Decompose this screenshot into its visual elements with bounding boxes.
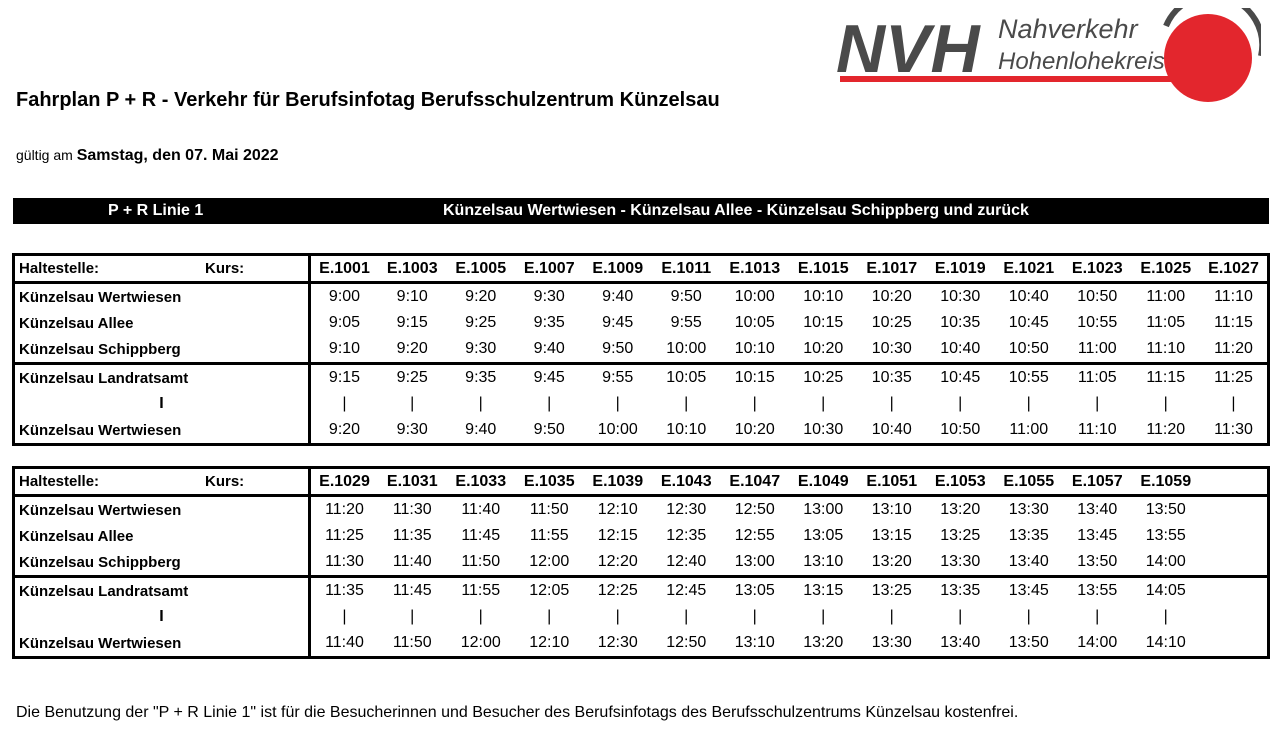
departure-time: 9:45 <box>602 314 634 331</box>
course-number: E.1033 <box>447 468 516 496</box>
departure-time: 11:45 <box>461 527 501 544</box>
departure-time: 11:05 <box>1077 369 1117 386</box>
departure-time: 11:35 <box>325 582 364 599</box>
stop-name: Künzelsau Allee <box>14 310 310 336</box>
departure-time: 11:25 <box>325 527 364 544</box>
departure-time: 11:55 <box>529 527 569 544</box>
departure-time: 10:30 <box>858 336 927 364</box>
departure-time: 13:10 <box>734 634 775 651</box>
departure-time: 10:40 <box>1008 288 1049 305</box>
footer-note: Die Benutzung der "P + R Linie 1" ist für die Besucherinnen und Besucher des Berufsinfotags des Berufsschulzentrums Künzelsau kostenfrei. <box>16 704 1019 721</box>
course-number: E.1023 <box>1063 255 1132 283</box>
departure-time: 13:25 <box>940 527 981 544</box>
departure-time: 10:20 <box>734 421 775 438</box>
course-number: E.1057 <box>1063 468 1132 496</box>
route-bar <box>13 198 1269 224</box>
departure-time: 13:30 <box>871 634 912 651</box>
departure-time: 10:35 <box>871 369 912 386</box>
pass-through-marker: | <box>752 395 757 412</box>
departure-time: 13:50 <box>1063 549 1132 577</box>
departure-time: 10:15 <box>734 369 775 386</box>
departure-time: 9:50 <box>670 288 702 305</box>
pass-through-marker: | <box>1095 395 1100 412</box>
departure-time: 9:35 <box>533 314 565 331</box>
departure-time: 11:40 <box>461 501 501 518</box>
header-course-label: Kurs: <box>205 260 245 277</box>
departure-time <box>1200 496 1269 524</box>
departure-time <box>1200 549 1269 577</box>
departure-time: 10:50 <box>995 336 1064 364</box>
header-stop-label: Haltestelle: <box>19 260 100 277</box>
departure-time: 10:50 <box>1077 288 1118 305</box>
departure-time: 9:50 <box>533 421 565 438</box>
validity-prefix: gültig am <box>16 147 73 163</box>
validity-line <box>16 147 279 165</box>
departure-time: 12:00 <box>515 549 584 577</box>
departure-time: 11:45 <box>392 582 432 599</box>
departure-time: 10:25 <box>803 369 844 386</box>
pass-through-marker: | <box>752 608 757 625</box>
departure-time: 14:05 <box>1145 582 1186 599</box>
departure-time: 13:55 <box>1145 527 1186 544</box>
departure-time: 10:20 <box>789 336 858 364</box>
departure-time: 13:20 <box>858 549 927 577</box>
departure-time: 12:05 <box>529 582 570 599</box>
course-number: E.1011 <box>652 255 721 283</box>
course-number: E.1025 <box>1132 255 1201 283</box>
departure-time: 10:05 <box>734 314 775 331</box>
departure-time: 9:25 <box>396 369 428 386</box>
departure-time: 10:55 <box>1077 314 1118 331</box>
departure-time: 10:45 <box>1008 314 1049 331</box>
departure-time: 9:50 <box>584 336 653 364</box>
pass-through-marker: | <box>821 608 826 625</box>
departure-time: 11:55 <box>461 582 501 599</box>
pass-through-marker: | <box>478 608 483 625</box>
departure-time: 10:10 <box>803 288 844 305</box>
stop-name: Künzelsau Wertwiesen <box>14 496 310 524</box>
route-line-name: P + R Linie 1 <box>108 202 204 219</box>
departure-time: 11:05 <box>1146 314 1186 331</box>
departure-time: 10:10 <box>721 336 790 364</box>
departure-time: 9:30 <box>396 421 428 438</box>
departure-time: 12:10 <box>597 501 638 518</box>
course-number: E.1035 <box>515 468 584 496</box>
departure-time: 13:45 <box>1008 582 1049 599</box>
departure-time: 9:10 <box>396 288 428 305</box>
departure-time: 10:00 <box>652 336 721 364</box>
departure-time: 10:40 <box>926 336 995 364</box>
departure-time: 12:20 <box>584 549 653 577</box>
stop-name: Künzelsau Landratsamt <box>14 364 310 392</box>
departure-time: 9:30 <box>447 336 516 364</box>
pass-through-marker: | <box>1163 395 1168 412</box>
header-label-cell <box>14 255 310 283</box>
departure-time: 12:10 <box>529 634 570 651</box>
course-number: E.1021 <box>995 255 1064 283</box>
pass-through-marker: | <box>1095 608 1100 625</box>
departure-time: 13:10 <box>871 501 912 518</box>
departure-time: 9:40 <box>515 336 584 364</box>
continuation-marker: I <box>14 604 310 630</box>
departure-time: 13:40 <box>940 634 981 651</box>
departure-time: 11:00 <box>1009 421 1049 438</box>
course-number: E.1029 <box>310 468 379 496</box>
departure-time: 10:15 <box>803 314 844 331</box>
stop-name: Künzelsau Allee <box>14 523 310 549</box>
departure-time: 12:35 <box>666 527 707 544</box>
departure-time: 14:00 <box>1077 634 1118 651</box>
stop-name: Künzelsau Wertwiesen <box>14 417 310 445</box>
departure-time: 14:10 <box>1145 634 1186 651</box>
departure-time: 11:00 <box>1063 336 1132 364</box>
departure-time: 12:15 <box>597 527 638 544</box>
pass-through-marker: | <box>342 608 347 625</box>
course-number: E.1007 <box>515 255 584 283</box>
departure-time: 9:20 <box>378 336 447 364</box>
pass-through-marker: | <box>410 395 415 412</box>
pass-through-marker: | <box>958 395 963 412</box>
departure-time: 10:05 <box>666 369 707 386</box>
departure-time: 12:55 <box>734 527 775 544</box>
departure-time: 13:00 <box>721 549 790 577</box>
departure-time: 11:50 <box>529 501 569 518</box>
departure-time: 13:35 <box>1008 527 1049 544</box>
course-number: E.1053 <box>926 468 995 496</box>
departure-time: 14:00 <box>1132 549 1201 577</box>
departure-time: 13:20 <box>803 634 844 651</box>
course-number: E.1043 <box>652 468 721 496</box>
course-number: E.1003 <box>378 255 447 283</box>
departure-time: 11:50 <box>447 549 516 577</box>
departure-time: 10:00 <box>597 421 638 438</box>
table-row <box>14 391 1269 417</box>
pass-through-marker: | <box>615 395 620 412</box>
departure-time: 13:00 <box>803 501 844 518</box>
logo-name-line2: Hohenlohekreis <box>998 48 1165 75</box>
departure-time: 10:55 <box>1008 369 1049 386</box>
logo-name-line1: Nahverkehr <box>998 14 1138 44</box>
course-number: E.1005 <box>447 255 516 283</box>
pass-through-marker: | <box>684 395 689 412</box>
departure-time: 11:40 <box>325 634 364 651</box>
departure-time: 9:05 <box>328 314 361 331</box>
pass-through-marker: | <box>1026 608 1031 625</box>
departure-time: 12:25 <box>597 582 638 599</box>
departure-time: 13:35 <box>940 582 981 599</box>
departure-time: 10:10 <box>666 421 707 438</box>
departure-time: 13:05 <box>734 582 775 599</box>
departure-time: 13:15 <box>871 527 912 544</box>
course-number: E.1009 <box>584 255 653 283</box>
timetable-header-row <box>14 468 1269 496</box>
pass-through-marker: | <box>1163 608 1168 625</box>
pass-through-marker: | <box>889 608 894 625</box>
departure-time: 9:15 <box>328 369 361 386</box>
table-row <box>14 417 1269 445</box>
pass-through-marker: | <box>1026 395 1031 412</box>
pass-through-marker <box>1200 604 1269 630</box>
course-number: E.1019 <box>926 255 995 283</box>
course-number <box>1200 468 1269 496</box>
pass-through-marker: | <box>410 608 415 625</box>
pass-through-marker: | <box>615 608 620 625</box>
stop-name: Künzelsau Landratsamt <box>14 577 310 605</box>
pass-through-marker: | <box>684 608 689 625</box>
departure-time: 9:15 <box>396 314 428 331</box>
departure-time: 11:10 <box>1132 336 1201 364</box>
departure-time: 13:50 <box>1145 501 1186 518</box>
departure-time: 11:30 <box>310 549 379 577</box>
table-row <box>14 604 1269 630</box>
departure-time: 9:20 <box>465 288 497 305</box>
departure-time: 13:50 <box>1008 634 1049 651</box>
departure-time: 13:10 <box>789 549 858 577</box>
validity-date: Samstag, den 07. Mai 2022 <box>76 147 279 164</box>
departure-time: 13:25 <box>871 582 912 599</box>
departure-time: 11:10 <box>1077 421 1117 438</box>
pass-through-marker: | <box>342 395 347 412</box>
table-row <box>14 310 1269 336</box>
nvh-logo-graphic <box>836 8 1261 108</box>
departure-time: 9:55 <box>670 314 702 331</box>
timetable-1 <box>12 253 1270 446</box>
departure-time: 13:20 <box>940 501 981 518</box>
departure-time: 10:30 <box>940 288 981 305</box>
departure-time <box>1200 577 1269 605</box>
departure-time <box>1200 630 1269 658</box>
table-row <box>14 364 1269 392</box>
course-number: E.1055 <box>995 468 1064 496</box>
departure-time: 11:20 <box>325 501 364 518</box>
departure-time: 11:40 <box>378 549 447 577</box>
course-number: E.1027 <box>1200 255 1269 283</box>
header-course-label: Kurs: <box>205 473 245 490</box>
departure-time: 9:40 <box>602 288 634 305</box>
departure-time: 10:50 <box>940 421 981 438</box>
course-number: E.1001 <box>310 255 379 283</box>
departure-time: 10:40 <box>871 421 912 438</box>
departure-time: 10:20 <box>871 288 912 305</box>
departure-time: 13:30 <box>926 549 995 577</box>
table-row <box>14 549 1269 577</box>
pass-through-marker: | <box>821 395 826 412</box>
pass-through-marker: | <box>889 395 894 412</box>
departure-time: 12:45 <box>666 582 707 599</box>
departure-time: 13:30 <box>1008 501 1049 518</box>
departure-time: 11:10 <box>1214 288 1253 305</box>
departure-time: 11:20 <box>1146 421 1186 438</box>
departure-time: 9:25 <box>465 314 497 331</box>
departure-time: 13:40 <box>1077 501 1118 518</box>
pass-through-marker: | <box>958 608 963 625</box>
stop-name: Künzelsau Wertwiesen <box>14 283 310 311</box>
course-number: E.1013 <box>721 255 790 283</box>
table-row <box>14 283 1269 311</box>
course-number: E.1017 <box>858 255 927 283</box>
departure-time: 11:35 <box>392 527 432 544</box>
departure-time: 11:30 <box>1214 421 1253 438</box>
logo-red-circle <box>1164 14 1252 102</box>
departure-time: 13:45 <box>1077 527 1118 544</box>
pass-through-marker: | <box>547 395 552 412</box>
departure-time: 10:45 <box>940 369 981 386</box>
departure-time: 9:00 <box>328 288 361 305</box>
departure-time: 13:15 <box>803 582 844 599</box>
route-description: Künzelsau Wertwiesen - Künzelsau Allee - Künzelsau Schippberg und zurück <box>443 202 1029 219</box>
timetable-header-row <box>14 255 1269 283</box>
table-row <box>14 336 1269 364</box>
course-number: E.1015 <box>789 255 858 283</box>
course-number: E.1051 <box>858 468 927 496</box>
continuation-marker: I <box>14 391 310 417</box>
departure-time: 12:50 <box>666 634 707 651</box>
departure-time: 12:30 <box>597 634 638 651</box>
departure-time: 11:15 <box>1214 314 1253 331</box>
timetable-2 <box>12 466 1270 659</box>
departure-time: 11:20 <box>1200 336 1269 364</box>
course-number: E.1049 <box>789 468 858 496</box>
table-row <box>14 577 1269 605</box>
stop-name: Künzelsau Schippberg <box>14 336 310 364</box>
departure-time: 12:00 <box>460 634 501 651</box>
departure-time: 11:25 <box>1214 369 1253 386</box>
departure-time: 12:30 <box>666 501 707 518</box>
departure-time: 13:40 <box>995 549 1064 577</box>
pass-through-marker: | <box>478 395 483 412</box>
departure-time: 11:00 <box>1146 288 1186 305</box>
departure-time: 9:35 <box>465 369 497 386</box>
logo-abbrev: NVH <box>836 11 980 87</box>
table-row <box>14 523 1269 549</box>
pass-through-marker: | <box>1231 395 1236 412</box>
departure-time: 13:05 <box>803 527 844 544</box>
departure-time: 9:45 <box>533 369 565 386</box>
table-row <box>14 496 1269 524</box>
header-stop-label: Haltestelle: <box>19 473 100 490</box>
departure-time: 9:30 <box>533 288 565 305</box>
departure-time: 12:40 <box>652 549 721 577</box>
departure-time <box>1200 523 1269 549</box>
departure-time: 9:55 <box>602 369 634 386</box>
course-number: E.1047 <box>721 468 790 496</box>
header-label-cell <box>14 468 310 496</box>
departure-time: 11:15 <box>1146 369 1186 386</box>
departure-time: 10:00 <box>734 288 775 305</box>
departure-time: 9:40 <box>465 421 497 438</box>
page-title: Fahrplan P + R - Verkehr für Berufsinfotag Berufsschulzentrum Künzelsau <box>16 89 720 111</box>
stop-name: Künzelsau Schippberg <box>14 549 310 577</box>
departure-time: 13:55 <box>1077 582 1118 599</box>
departure-time: 9:20 <box>328 421 361 438</box>
course-number: E.1059 <box>1132 468 1201 496</box>
departure-time: 10:25 <box>871 314 912 331</box>
pass-through-marker: | <box>547 608 552 625</box>
course-number: E.1039 <box>584 468 653 496</box>
course-number: E.1031 <box>378 468 447 496</box>
departure-time: 9:10 <box>310 336 379 364</box>
table-row <box>14 630 1269 658</box>
departure-time: 10:35 <box>940 314 981 331</box>
departure-time: 10:30 <box>803 421 844 438</box>
nvh-logo <box>836 8 1261 108</box>
departure-time: 11:30 <box>392 501 432 518</box>
departure-time: 11:50 <box>392 634 432 651</box>
stop-name: Künzelsau Wertwiesen <box>14 630 310 658</box>
departure-time: 12:50 <box>734 501 775 518</box>
